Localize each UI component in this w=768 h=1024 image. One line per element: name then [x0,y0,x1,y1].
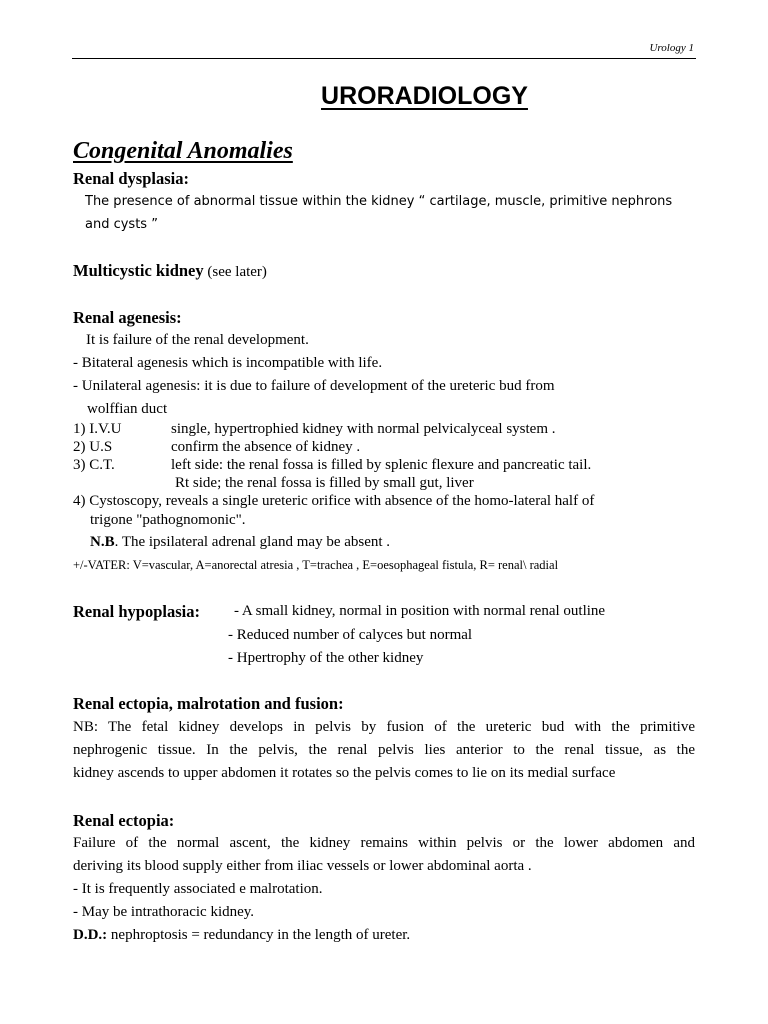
ectopia-fusion-line-2: nephrogenic tissue. In the pelvis, the renal pelvis lies anterior to the renal tissue, as the [73,742,695,758]
hypoplasia-item: - Hpertrophy of the other kidney [228,650,424,666]
dd-label: D.D.: [73,927,108,943]
agenesis-item-num: 2) U.S [73,439,113,455]
ectopia-line-4: - May be intrathoracic kidney. [73,904,255,920]
dysplasia-heading: Renal dysplasia: [73,169,189,188]
agenesis-cystoscopy-line-2: trigone "pathognomonic". [90,512,246,528]
section-heading: Congenital Anomalies [73,138,293,164]
multicystic-line [73,261,267,281]
vater-line: +/-VATER: V=vascular, A=anorectal atresia , T=trachea , E=oesophageal fistula, R= renal\ radial [73,558,559,572]
agenesis-item-num: 1) I.V.U [73,421,122,437]
agenesis-heading: Renal agenesis: [73,308,182,327]
header-rule [72,58,696,59]
ectopia-fusion-line-3: kidney ascends to upper abdomen it rotates so the pelvis comes to lie on its medial surface [73,765,616,781]
agenesis-nb-line [90,534,390,551]
agenesis-item-num: 3) C.T. [73,457,115,473]
running-header: Urology 1 [649,42,694,54]
agenesis-line-2: - Bitateral agenesis which is incompatible with life. [73,355,383,371]
ectopia-line-3: - It is frequently associated e malrotation. [73,881,323,897]
hypoplasia-item: - Reduced number of calyces but normal [228,627,473,643]
nb-text: . The ipsilateral adrenal gland may be absent . [114,534,391,550]
agenesis-line-1: It is failure of the renal development. [86,332,309,348]
ectopia-heading: Renal ectopia: [73,811,175,830]
hypoplasia-item: - A small kidney, normal in position with normal renal outline [234,603,606,619]
multicystic-heading: Multicystic kidney [73,261,204,280]
agenesis-ct-line-2: Rt side; the renal fossa is filled by small gut, liver [175,475,474,491]
hypoplasia-heading: Renal hypoplasia: [73,602,200,621]
ectopia-line-1: Failure of the normal ascent, the kidney remains within pelvis or the lower abdomen and [73,835,695,851]
dd-line [73,927,410,944]
agenesis-item-text: single, hypertrophied kidney with normal pelvicalyceal system . [171,421,556,437]
agenesis-line-4: wolffian duct [87,401,168,417]
nb-label: N.B [90,534,115,550]
multicystic-note: (see later) [203,264,267,280]
ectopia-fusion-heading: Renal ectopia, malrotation and fusion: [73,694,344,713]
dd-text: nephroptosis = redundancy in the length of ureter. [107,927,411,943]
dysplasia-text-line-1: The presence of abnormal tissue within the kidney “ cartilage, muscle, primitive nephrons [85,194,673,209]
dysplasia-text-line-2: and cysts ” [85,217,158,232]
page-title: URORADIOLOGY [321,82,528,110]
ectopia-line-2: deriving its blood supply either from iliac vessels or lower abdominal aorta . [73,858,532,874]
ectopia-fusion-line-1: NB: The fetal kidney develops in pelvis by fusion of the ureteric bud with the primitive [73,719,695,735]
agenesis-item-text: confirm the absence of kidney . [171,439,361,455]
agenesis-line-3: - Unilateral agenesis: it is due to failure of development of the ureteric bud from [73,378,555,394]
agenesis-cystoscopy-line-1: 4) Cystoscopy, reveals a single ureteric orifice with absence of the homo-lateral half of [73,493,595,509]
agenesis-item-text: left side: the renal fossa is filled by splenic flexure and pancreatic tail. [171,457,592,473]
